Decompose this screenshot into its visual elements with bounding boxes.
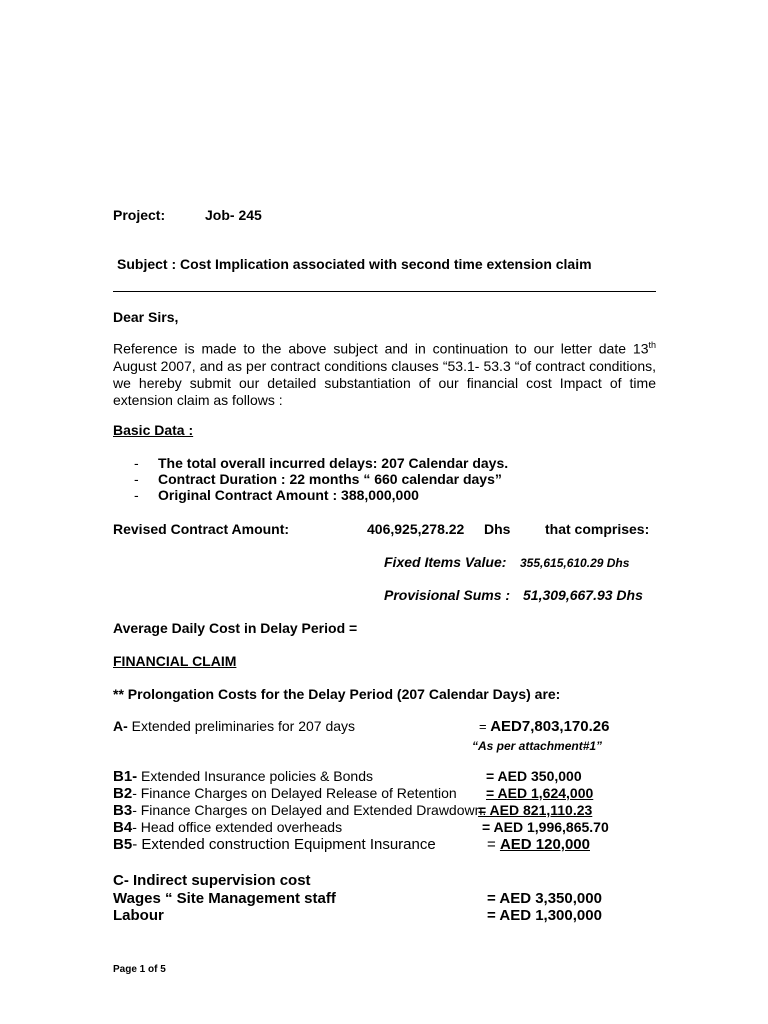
prolongation-costs: ** Prolongation Costs for the Delay Period (207 Calendar Days) are: (113, 686, 561, 702)
intro-text-2: August 2007, and as per contract conditions clauses “53.1- 53.3 “of contract conditions, we hereby submit our detailed substantiation of our financial cost Impact of time extension claim as follows : (113, 357, 656, 408)
revised-unit: Dhs (484, 521, 511, 537)
item-a-amount (479, 718, 609, 735)
item-text: - Finance Charges on Delayed Release of Retention (132, 785, 457, 801)
item-code: B2 (113, 785, 133, 802)
subject-divider (113, 291, 656, 292)
basic-data-item-text: The total overall incurred delays: 207 Calendar days. (158, 455, 509, 471)
basic-data-heading: Basic Data : (113, 422, 194, 438)
item-text: - Head office extended overheads (132, 819, 343, 835)
item-text: - Finance Charges on Delayed and Extended Drawdown: (132, 802, 487, 818)
basic-data-item: - The total overall incurred delays: 207 Calendar days. (134, 455, 509, 471)
basic-data-item: - Contract Duration : 22 months “ 660 calendar days” (134, 471, 502, 487)
item-text: Extended Insurance policies & Bonds (137, 768, 373, 784)
financial-claim-heading: FINANCIAL CLAIM (113, 653, 237, 669)
c-item-label: Labour (113, 907, 164, 924)
fixed-items-label: Fixed Items Value: (384, 554, 507, 570)
item-text: - Extended construction Equipment Insurance (132, 836, 436, 853)
c-item-label: Wages “ Site Management staff (113, 890, 336, 907)
fixed-items-value: 355,615,610.29 Dhs (520, 556, 630, 570)
intro-text-1: Reference is made to the above subject and in continuation to our letter date 13 (113, 340, 649, 357)
item-b1-value: = AED 350,000 (486, 768, 582, 784)
item-b5-eq: = (487, 836, 500, 853)
subject-line: Subject : Cost Implication associated with second time extension claim (117, 256, 592, 272)
page-number: Page 1 of 5 (113, 964, 166, 975)
intro-superscript: th (648, 340, 656, 350)
item-b5-value (487, 836, 590, 853)
average-daily-cost: Average Daily Cost in Delay Period = (113, 620, 358, 636)
item-b4 (113, 819, 342, 836)
indirect-supervision-heading: C- Indirect supervision cost (113, 872, 311, 889)
item-code: B1- (113, 768, 138, 785)
item-b3-value: = AED 821,110.23 (478, 802, 593, 818)
c-item-value: = AED 1,300,000 (487, 907, 602, 924)
intro-paragraph (113, 337, 656, 409)
project-label: Project: (113, 207, 166, 223)
item-a-eq: = (479, 719, 491, 734)
provisional-sums-value: 51,309,667.93 Dhs (523, 587, 643, 603)
project-value: Job- 245 (205, 207, 262, 223)
item-a (113, 718, 355, 734)
salutation: Dear Sirs, (113, 309, 179, 325)
item-code: B4 (113, 819, 133, 836)
item-a-code: A- (113, 718, 128, 734)
item-b3 (113, 802, 486, 819)
item-b5 (113, 836, 436, 853)
basic-data-item: - Original Contract Amount : 388,000,000 (134, 487, 419, 503)
item-b5-amount: AED 120,000 (499, 836, 590, 853)
item-code: B5 (113, 836, 133, 853)
revised-label: Revised Contract Amount: (113, 521, 290, 537)
basic-data-item-text: Original Contract Amount : 388,000,000 (158, 487, 419, 503)
item-a-value: AED7,803,170.26 (490, 718, 610, 735)
basic-data-item-text: Contract Duration : 22 months “ 660 calendar days” (158, 471, 502, 487)
c-item-value: = AED 3,350,000 (487, 890, 602, 907)
item-code: B3 (113, 802, 133, 819)
item-b1 (113, 768, 373, 785)
item-a-note: “As per attachment#1” (472, 739, 603, 753)
item-a-text: Extended preliminaries for 207 days (127, 718, 356, 734)
provisional-sums-label: Provisional Sums : (384, 587, 511, 603)
item-b4-value: = AED 1,996,865.70 (482, 819, 609, 835)
item-b2-value: = AED 1,624,000 (486, 785, 594, 801)
revised-amount: 406,925,278.22 (367, 521, 465, 537)
revised-comprises: that comprises: (545, 521, 650, 537)
item-b2 (113, 785, 457, 802)
